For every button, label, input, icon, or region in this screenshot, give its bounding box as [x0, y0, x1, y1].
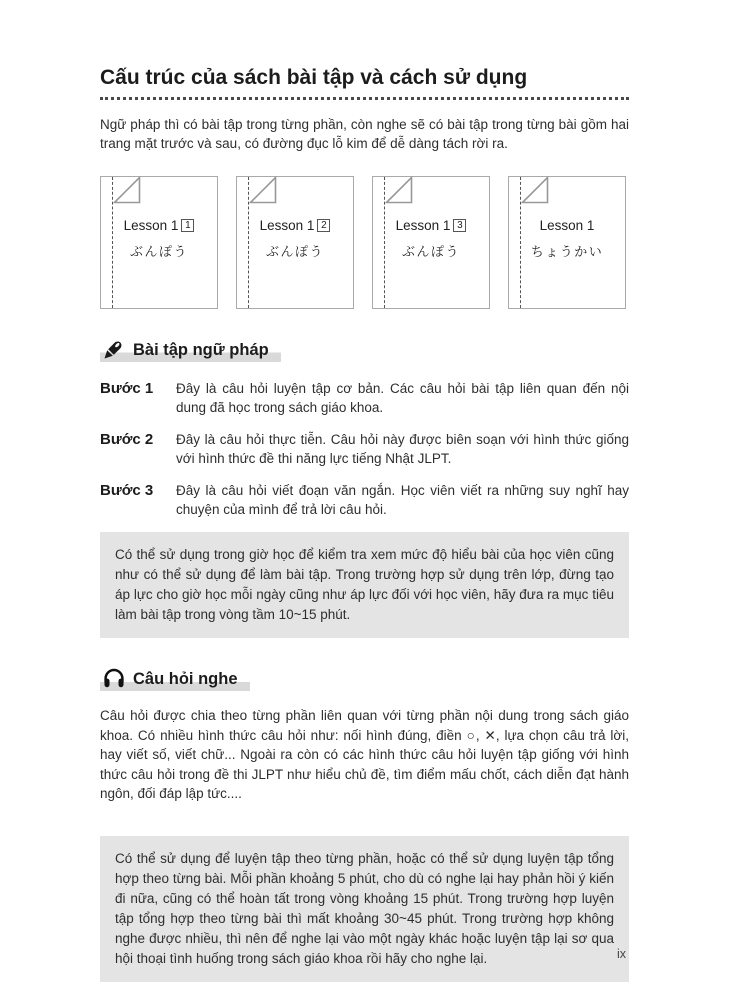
card-title	[124, 218, 195, 233]
card-subtitle: ぶんぽう	[129, 243, 188, 259]
listening-section-title: Câu hỏi nghe	[133, 670, 238, 688]
card-text	[124, 218, 195, 260]
page-number: ix	[616, 947, 626, 961]
grammar-section-header	[100, 337, 281, 362]
page-title: Cấu trúc của sách bài tập và cách sử dụng	[100, 66, 528, 89]
step-row-1	[100, 379, 629, 417]
folded-corner-icon	[385, 176, 413, 204]
listening-section-header	[100, 666, 250, 691]
step-row-2	[100, 430, 629, 468]
worksheet-card-1	[100, 176, 218, 309]
grammar-section-title: Bài tập ngữ pháp	[133, 341, 269, 359]
lesson-number-badge: 1	[181, 219, 194, 232]
folded-corner-icon	[249, 176, 277, 204]
card-title	[396, 218, 467, 233]
grammar-steps	[100, 379, 629, 519]
card-title	[531, 218, 604, 233]
step-text: Đây là câu hỏi thực tiễn. Câu hỏi này được biên soạn với hình thức giống với hình thức đề thi năng lực tiếng Nhật JLPT.	[176, 432, 629, 466]
step-label: Bước 3	[100, 482, 154, 499]
listening-paragraph: Câu hỏi được chia theo từng phần liên quan với từng phần nội dung trong sách giáo khoa. Có nhiều hình thức câu hỏi như: nối hình đúng, điền ○, ✕, lựa chọn câu trả lời, hay viết số, viết chữ... Ngoài ra còn có các hình thức câu hỏi luyện tập giống với hình thức câu hỏi trong đề thi JLPT như hiểu chủ đề, tìm điểm mấu chốt, cách diễn đạt hành ngôn, đối đáp lập tức....	[100, 708, 629, 801]
folded-corner-icon	[521, 176, 549, 204]
step-text: Đây là câu hỏi luyện tập cơ bản. Các câu hỏi bài tập liên quan đến nội dung đã học trong sách giáo khoa.	[176, 381, 629, 415]
headphones-icon	[102, 666, 126, 690]
step-label: Bước 2	[100, 431, 154, 448]
pencil-icon	[102, 337, 126, 361]
worksheet-card-2	[236, 176, 354, 309]
card-text	[260, 218, 331, 260]
card-subtitle: ちょうかい	[530, 243, 604, 259]
lesson-label: Lesson 1	[395, 217, 451, 233]
folded-corner-icon	[113, 176, 141, 204]
worksheet-card-3	[372, 176, 490, 309]
lesson-label: Lesson 1	[539, 217, 595, 233]
card-subtitle: ぶんぽう	[265, 243, 324, 259]
card-text	[396, 218, 467, 260]
lesson-label: Lesson 1	[123, 217, 179, 233]
step-text: Đây là câu hỏi viết đoạn văn ngắn. Học viên viết ra những suy nghĩ hay chuyện của mình để trả lời câu hỏi.	[176, 483, 629, 517]
card-text	[531, 218, 604, 260]
card-title	[260, 218, 331, 233]
title-dotted-rule	[100, 97, 629, 100]
step-row-3	[100, 481, 629, 519]
listening-note-box: Có thể sử dụng để luyện tập theo từng phần, hoặc có thể sử dụng luyện tập tổng hợp theo từng bài. Mỗi phần khoảng 5 phút, cho dù có nghe lại hay phản hồi ý kiến đi nữa, cũng có thể hoàn tất trong vòng khoảng 15 phút. Trong trường hợp luyện tập tổng hợp theo từng bài thì mất khoảng 30~45 phút. Trong trường hợp không nghe được nhiều, thì nên để nghe lại vào một ngày khác hoặc luyện tập lại sơ qua hội thoại tình huống trong sách giáo khoa rồi hãy cho nghe lại.	[100, 836, 629, 982]
step-label: Bước 1	[100, 380, 154, 397]
lesson-label: Lesson 1	[259, 217, 315, 233]
card-subtitle: ぶんぽう	[401, 243, 460, 259]
worksheet-cards	[100, 176, 629, 309]
lesson-number-badge: 3	[453, 219, 466, 232]
worksheet-card-4	[508, 176, 626, 309]
lesson-number-badge: 2	[317, 219, 330, 232]
intro-paragraph: Ngữ pháp thì có bài tập trong từng phần, còn nghe sẽ có bài tập trong từng bài gồm hai trang mặt trước và sau, có đường đục lỗ kim để dễ dàng tách rời ra.	[100, 117, 629, 151]
grammar-note-box: Có thể sử dụng trong giờ học để kiểm tra xem mức độ hiểu bài của học viên cũng như có thể sử dụng để làm bài tập. Trong trường hợp sử dụng trên lớp, đừng tạo áp lực cho giờ học mỗi ngày cũng như áp lực đối với học viên, hãy đưa ra mục tiêu làm bài tập trong vòng tầm 10~15 phút.	[100, 532, 629, 638]
